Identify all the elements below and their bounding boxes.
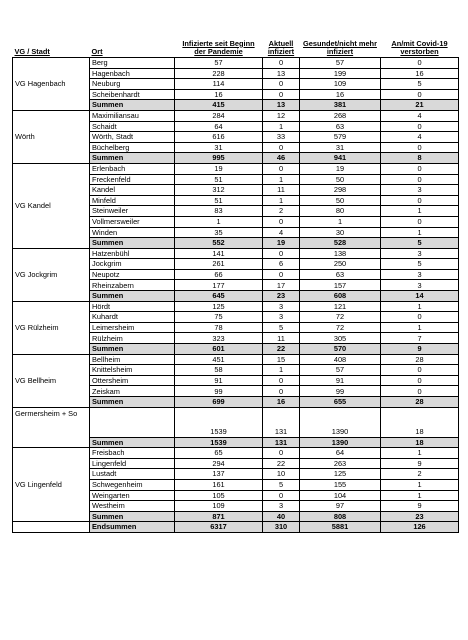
- summen-label: Summen: [90, 291, 175, 302]
- verstorben-cell: 0: [381, 174, 459, 185]
- aktuell-cell: 131: [263, 407, 300, 437]
- gesundet-cell: 63: [300, 121, 381, 132]
- gesundet-cell: 16: [300, 89, 381, 100]
- aktuell-cell: 0: [263, 248, 300, 259]
- endsummen-gesundet-cell: 5881: [300, 522, 381, 533]
- infizierte-cell: 31: [175, 142, 263, 153]
- aktuell-cell: 11: [263, 185, 300, 196]
- infizierte-cell: 99: [175, 386, 263, 397]
- verstorben-cell: 0: [381, 312, 459, 323]
- aktuell-cell: 6: [263, 259, 300, 270]
- aktuell-cell: 0: [263, 89, 300, 100]
- ort-cell: Neupotz: [90, 269, 175, 280]
- gesundet-cell: 305: [300, 333, 381, 344]
- vg-stadt-cell: VG Bellheim: [13, 354, 90, 407]
- gesundet-cell: 99: [300, 386, 381, 397]
- infizierte-cell: 1539: [175, 407, 263, 437]
- gesundet-cell: 268: [300, 110, 381, 121]
- endsummen-infizierte-cell: 6317: [175, 522, 263, 533]
- aktuell-cell: 22: [263, 458, 300, 469]
- infizierte-cell: 161: [175, 479, 263, 490]
- ort-cell: Weingarten: [90, 490, 175, 501]
- ort-cell: Rheinzabern: [90, 280, 175, 291]
- header-gesundet: Gesundet/nicht mehr infiziert: [300, 16, 381, 58]
- table-row: [13, 301, 459, 312]
- aktuell-cell: 5: [263, 322, 300, 333]
- verstorben-cell: 16: [381, 68, 459, 79]
- vg-stadt-cell: VG Hagenbach: [13, 58, 90, 111]
- summen-verstorben-cell: 14: [381, 291, 459, 302]
- infizierte-cell: 57: [175, 58, 263, 69]
- summen-label: Summen: [90, 153, 175, 164]
- verstorben-cell: 1: [381, 206, 459, 217]
- summen-label: Summen: [90, 344, 175, 355]
- summen-label: Summen: [90, 238, 175, 249]
- ort-cell: Scheibenhardt: [90, 89, 175, 100]
- ort-cell: Maximiliansau: [90, 110, 175, 121]
- aktuell-cell: 1: [263, 365, 300, 376]
- gesundet-cell: 50: [300, 195, 381, 206]
- infizierte-cell: 137: [175, 469, 263, 480]
- gesundet-cell: 109: [300, 79, 381, 90]
- aktuell-cell: 3: [263, 301, 300, 312]
- summen-infizierte-cell: 415: [175, 100, 263, 111]
- header-row: [13, 16, 459, 58]
- verstorben-cell: 0: [381, 195, 459, 206]
- ort-cell: Rülzheim: [90, 333, 175, 344]
- summen-verstorben-cell: 18: [381, 437, 459, 448]
- aktuell-cell: 3: [263, 501, 300, 512]
- summen-verstorben-cell: 21: [381, 100, 459, 111]
- summen-aktuell-cell: 13: [263, 100, 300, 111]
- aktuell-cell: 1: [263, 174, 300, 185]
- summen-gesundet-cell: 655: [300, 397, 381, 408]
- infizierte-cell: 616: [175, 132, 263, 143]
- ort-cell: Schwegenheim: [90, 479, 175, 490]
- summen-gesundet-cell: 1390: [300, 437, 381, 448]
- aktuell-cell: 0: [263, 216, 300, 227]
- summen-verstorben-cell: 23: [381, 511, 459, 522]
- gesundet-cell: 31: [300, 142, 381, 153]
- verstorben-cell: 0: [381, 121, 459, 132]
- aktuell-cell: 15: [263, 354, 300, 365]
- header-vg-stadt: VG / Stadt: [13, 16, 90, 58]
- verstorben-cell: 0: [381, 142, 459, 153]
- ort-cell: Freckenfeld: [90, 174, 175, 185]
- header-ort: Ort: [90, 16, 175, 58]
- vg-stadt-cell: Wörth: [13, 110, 90, 163]
- infizierte-cell: 284: [175, 110, 263, 121]
- gesundet-cell: 155: [300, 479, 381, 490]
- summen-label: Summen: [90, 397, 175, 408]
- verstorben-cell: 2: [381, 469, 459, 480]
- verstorben-cell: 1: [381, 322, 459, 333]
- summen-verstorben-cell: 5: [381, 238, 459, 249]
- aktuell-cell: 0: [263, 375, 300, 386]
- table-row: [13, 407, 459, 437]
- summen-aktuell-cell: 16: [263, 397, 300, 408]
- summen-infizierte-cell: 871: [175, 511, 263, 522]
- ort-cell: Jockgrim: [90, 259, 175, 270]
- infizierte-cell: 91: [175, 375, 263, 386]
- gesundet-cell: 298: [300, 185, 381, 196]
- summen-gesundet-cell: 808: [300, 511, 381, 522]
- infizierte-cell: 58: [175, 365, 263, 376]
- gesundet-cell: 19: [300, 163, 381, 174]
- verstorben-cell: 0: [381, 216, 459, 227]
- summen-verstorben-cell: 28: [381, 397, 459, 408]
- verstorben-cell: 7: [381, 333, 459, 344]
- gesundet-cell: 80: [300, 206, 381, 217]
- endsummen-label: Endsummen: [90, 522, 175, 533]
- aktuell-cell: 0: [263, 386, 300, 397]
- ort-cell: Westheim: [90, 501, 175, 512]
- verstorben-cell: 3: [381, 280, 459, 291]
- aktuell-cell: 11: [263, 333, 300, 344]
- ort-cell: Kandel: [90, 185, 175, 196]
- gesundet-cell: 157: [300, 280, 381, 291]
- verstorben-cell: 28: [381, 354, 459, 365]
- infizierte-cell: 83: [175, 206, 263, 217]
- header-infizierte: Infizierte seit Beginn der Pandemie: [175, 16, 263, 58]
- aktuell-cell: 13: [263, 68, 300, 79]
- verstorben-cell: 0: [381, 375, 459, 386]
- infizierte-cell: 19: [175, 163, 263, 174]
- infizierte-cell: 66: [175, 269, 263, 280]
- verstorben-cell: 1: [381, 490, 459, 501]
- ort-cell: Kuhardt: [90, 312, 175, 323]
- aktuell-cell: 1: [263, 195, 300, 206]
- ort-cell: Ottersheim: [90, 375, 175, 386]
- summen-aktuell-cell: 19: [263, 238, 300, 249]
- infizierte-cell: 51: [175, 174, 263, 185]
- gesundet-cell: 1390: [300, 407, 381, 437]
- aktuell-cell: 2: [263, 206, 300, 217]
- endsummen-aktuell-cell: 310: [263, 522, 300, 533]
- gesundet-cell: 63: [300, 269, 381, 280]
- infizierte-cell: 64: [175, 121, 263, 132]
- aktuell-cell: 0: [263, 142, 300, 153]
- aktuell-cell: 1: [263, 121, 300, 132]
- ort-cell: Wörth, Stadt: [90, 132, 175, 143]
- gesundet-cell: 30: [300, 227, 381, 238]
- infizierte-cell: 35: [175, 227, 263, 238]
- ort-cell: Vollmersweiler: [90, 216, 175, 227]
- ort-cell: Freisbach: [90, 448, 175, 459]
- summen-aktuell-cell: 23: [263, 291, 300, 302]
- infizierte-cell: 228: [175, 68, 263, 79]
- verstorben-cell: 1: [381, 448, 459, 459]
- infizierte-cell: 312: [175, 185, 263, 196]
- ort-cell: Erlenbach: [90, 163, 175, 174]
- endsummen-row: [13, 522, 459, 533]
- gesundet-cell: 199: [300, 68, 381, 79]
- vg-stadt-cell: VG Lingenfeld: [13, 448, 90, 522]
- infizierte-cell: 51: [175, 195, 263, 206]
- summen-label: Summen: [90, 511, 175, 522]
- infizierte-cell: 78: [175, 322, 263, 333]
- gesundet-cell: 57: [300, 365, 381, 376]
- infizierte-cell: 451: [175, 354, 263, 365]
- summen-verstorben-cell: 9: [381, 344, 459, 355]
- summen-aktuell-cell: 22: [263, 344, 300, 355]
- table-row: [13, 248, 459, 259]
- verstorben-cell: 5: [381, 259, 459, 270]
- infizierte-cell: 105: [175, 490, 263, 501]
- header-aktuell: Aktuell infiziert: [263, 16, 300, 58]
- aktuell-cell: 0: [263, 163, 300, 174]
- infizierte-cell: 16: [175, 89, 263, 100]
- gesundet-cell: 1: [300, 216, 381, 227]
- gesundet-cell: 50: [300, 174, 381, 185]
- gesundet-cell: 57: [300, 58, 381, 69]
- summen-infizierte-cell: 1539: [175, 437, 263, 448]
- verstorben-cell: 0: [381, 58, 459, 69]
- gesundet-cell: 72: [300, 322, 381, 333]
- summen-infizierte-cell: 699: [175, 397, 263, 408]
- verstorben-cell: 18: [381, 407, 459, 437]
- aktuell-cell: 0: [263, 490, 300, 501]
- summen-label: Summen: [90, 100, 175, 111]
- vg-stadt-cell: [13, 522, 90, 533]
- ort-cell: [90, 407, 175, 437]
- verstorben-cell: 1: [381, 479, 459, 490]
- summen-gesundet-cell: 528: [300, 238, 381, 249]
- aktuell-cell: 4: [263, 227, 300, 238]
- gesundet-cell: 121: [300, 301, 381, 312]
- infizierte-cell: 65: [175, 448, 263, 459]
- verstorben-cell: 9: [381, 458, 459, 469]
- aktuell-cell: 0: [263, 448, 300, 459]
- infizierte-cell: 114: [175, 79, 263, 90]
- ort-cell: Hagenbach: [90, 68, 175, 79]
- ort-cell: Berg: [90, 58, 175, 69]
- aktuell-cell: 12: [263, 110, 300, 121]
- summen-aktuell-cell: 131: [263, 437, 300, 448]
- verstorben-cell: 5: [381, 79, 459, 90]
- table-row: [13, 448, 459, 459]
- verstorben-cell: 4: [381, 110, 459, 121]
- gesundet-cell: 408: [300, 354, 381, 365]
- gesundet-cell: 138: [300, 248, 381, 259]
- summen-gesundet-cell: 570: [300, 344, 381, 355]
- gesundet-cell: 72: [300, 312, 381, 323]
- ort-cell: Zeiskam: [90, 386, 175, 397]
- summen-infizierte-cell: 995: [175, 153, 263, 164]
- summen-infizierte-cell: 645: [175, 291, 263, 302]
- aktuell-cell: 17: [263, 280, 300, 291]
- gesundet-cell: 104: [300, 490, 381, 501]
- infizierte-cell: 125: [175, 301, 263, 312]
- verstorben-cell: 3: [381, 248, 459, 259]
- ort-cell: Büchelberg: [90, 142, 175, 153]
- table-row: [13, 163, 459, 174]
- infizierte-cell: 323: [175, 333, 263, 344]
- table-row: [13, 354, 459, 365]
- aktuell-cell: 5: [263, 479, 300, 490]
- verstorben-cell: 1: [381, 227, 459, 238]
- vg-stadt-cell: VG Kandel: [13, 163, 90, 248]
- ort-cell: Steinweiler: [90, 206, 175, 217]
- aktuell-cell: 33: [263, 132, 300, 143]
- covid-statistics-table: [12, 16, 459, 533]
- infizierte-cell: 261: [175, 259, 263, 270]
- header-verstorben: An/mit Covid-19 verstorben: [381, 16, 459, 58]
- vg-stadt-cell: VG Rülzheim: [13, 301, 90, 354]
- summen-gesundet-cell: 941: [300, 153, 381, 164]
- ort-cell: Lustadt: [90, 469, 175, 480]
- summen-aktuell-cell: 40: [263, 511, 300, 522]
- ort-cell: Neuburg: [90, 79, 175, 90]
- aktuell-cell: 3: [263, 312, 300, 323]
- infizierte-cell: 109: [175, 501, 263, 512]
- aktuell-cell: 0: [263, 58, 300, 69]
- ort-cell: Lingenfeld: [90, 458, 175, 469]
- verstorben-cell: 0: [381, 386, 459, 397]
- verstorben-cell: 9: [381, 501, 459, 512]
- verstorben-cell: 3: [381, 269, 459, 280]
- summen-infizierte-cell: 552: [175, 238, 263, 249]
- verstorben-cell: 0: [381, 163, 459, 174]
- verstorben-cell: 0: [381, 89, 459, 100]
- summen-aktuell-cell: 46: [263, 153, 300, 164]
- infizierte-cell: 75: [175, 312, 263, 323]
- verstorben-cell: 3: [381, 185, 459, 196]
- verstorben-cell: 0: [381, 365, 459, 376]
- summen-label: Summen: [90, 437, 175, 448]
- infizierte-cell: 177: [175, 280, 263, 291]
- verstorben-cell: 1: [381, 301, 459, 312]
- infizierte-cell: 1: [175, 216, 263, 227]
- summen-gesundet-cell: 608: [300, 291, 381, 302]
- ort-cell: Leimersheim: [90, 322, 175, 333]
- gesundet-cell: 64: [300, 448, 381, 459]
- vg-stadt-cell: Germersheim + So: [13, 407, 90, 448]
- verstorben-cell: 4: [381, 132, 459, 143]
- aktuell-cell: 0: [263, 79, 300, 90]
- ort-cell: Hördt: [90, 301, 175, 312]
- vg-stadt-cell: VG Jockgrim: [13, 248, 90, 301]
- ort-cell: Schaidt: [90, 121, 175, 132]
- ort-cell: Bellheim: [90, 354, 175, 365]
- aktuell-cell: 0: [263, 269, 300, 280]
- ort-cell: Minfeld: [90, 195, 175, 206]
- spreadsheet: [12, 16, 458, 533]
- gesundet-cell: 250: [300, 259, 381, 270]
- gesundet-cell: 125: [300, 469, 381, 480]
- gesundet-cell: 579: [300, 132, 381, 143]
- gesundet-cell: 91: [300, 375, 381, 386]
- ort-cell: Hatzenbühl: [90, 248, 175, 259]
- summen-verstorben-cell: 8: [381, 153, 459, 164]
- table-row: [13, 58, 459, 69]
- ort-cell: Knittelsheim: [90, 365, 175, 376]
- table-row: [13, 110, 459, 121]
- infizierte-cell: 294: [175, 458, 263, 469]
- infizierte-cell: 141: [175, 248, 263, 259]
- summen-infizierte-cell: 601: [175, 344, 263, 355]
- gesundet-cell: 97: [300, 501, 381, 512]
- ort-cell: Winden: [90, 227, 175, 238]
- summen-gesundet-cell: 381: [300, 100, 381, 111]
- endsummen-verstorben-cell: 126: [381, 522, 459, 533]
- aktuell-cell: 10: [263, 469, 300, 480]
- table-body: [13, 58, 459, 533]
- gesundet-cell: 263: [300, 458, 381, 469]
